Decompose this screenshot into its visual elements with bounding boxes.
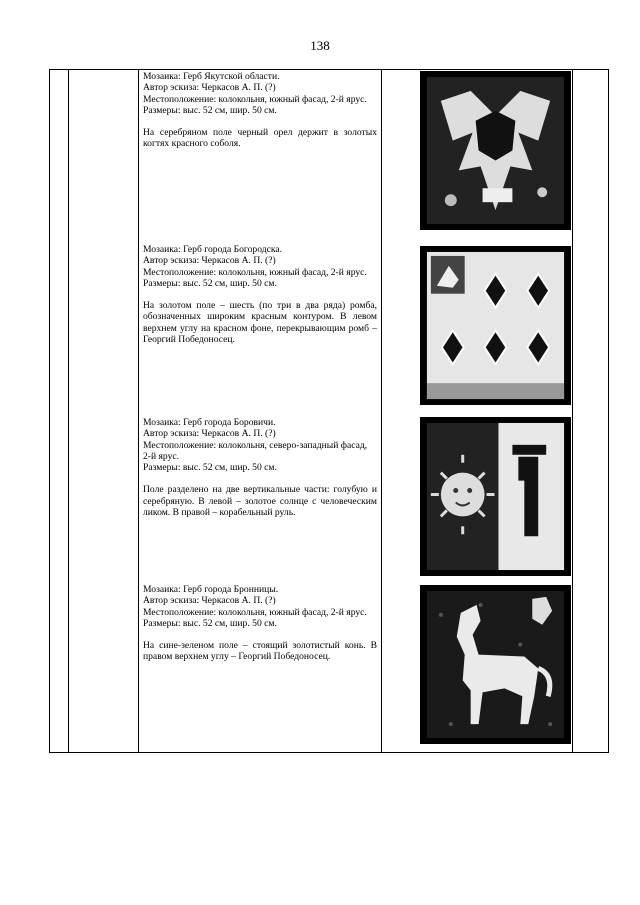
entry-author: Автор эскиза: Черкасов А. П. (?) — [143, 428, 276, 440]
entry-size: Размеры: выс. 52 см, шир. 50 см. — [143, 462, 277, 474]
entry-size: Размеры: выс. 52 см, шир. 50 см. — [143, 277, 277, 289]
page-number: 138 — [310, 38, 330, 53]
entry-description: На серебряном поле черный орел держит в золотых когтях красного соболя. — [143, 127, 377, 150]
entry-size: Размеры: выс. 52 см, шир. 50 см. — [143, 617, 277, 629]
entry-author: Автор эскиза: Черкасов А. П. (?) — [143, 82, 276, 94]
entry-title: Мозаика: Герб Якутской области. — [143, 71, 280, 82]
yakutia-coat-of-arms-mosaic-photo — [420, 71, 571, 230]
entry-location: Местоположение: колокольня, южный фасад, 2-й ярус. — [143, 93, 367, 105]
entry-description: На золотом поле – шесть (по три в два ряда) ромба, обозначенных широким красным контуром. В левом верхнем углу на красном фоне, перекрывающим ромб – Георгий Победоносец. — [143, 300, 377, 346]
column-divider — [381, 70, 382, 752]
entry-title: Мозаика: Герб города Бронницы. — [143, 584, 279, 595]
entry-title: Мозаика: Герб города Богородска. — [143, 244, 283, 255]
bogorodsk-coat-of-arms-mosaic-photo — [420, 246, 571, 405]
borovichi-coat-of-arms-mosaic-photo — [420, 417, 571, 576]
entry-size: Размеры: выс. 52 см, шир. 50 см. — [143, 104, 277, 116]
bronnitsy-coat-of-arms-mosaic-photo — [420, 585, 571, 744]
column-divider — [138, 70, 139, 752]
catalog-table — [49, 69, 609, 753]
entry-location: Местоположение: колокольня, южный фасад, 2-й ярус. — [143, 606, 367, 618]
column-divider — [572, 70, 573, 752]
entry-description: Поле разделено на две вертикальные части: голубую и серебряную. В левой – золотое солнце с человеческим ликом. В правой – корабельный руль. — [143, 484, 377, 519]
catalog-entry-bogorodsk — [143, 244, 377, 345]
catalog-entry-bronnitsy — [143, 584, 377, 663]
entry-author: Автор эскиза: Черкасов А. П. (?) — [143, 595, 276, 607]
entry-description: На сине-зеленом поле – стоящий золотистый конь. В правом верхнем углу – Георгий Победоносец. — [143, 640, 377, 663]
column-divider — [68, 70, 69, 752]
catalog-entry-yakutia — [143, 71, 377, 150]
entry-location: Местоположение: колокольня, северо-западный фасад, 2-й ярус. — [143, 439, 368, 462]
entry-location: Местоположение: колокольня, южный фасад, 2-й ярус. — [143, 266, 367, 278]
catalog-entry-borovichi — [143, 417, 377, 518]
entry-author: Автор эскиза: Черкасов А. П. (?) — [143, 255, 276, 267]
entry-title: Мозаика: Герб города Боровичи. — [143, 417, 276, 428]
